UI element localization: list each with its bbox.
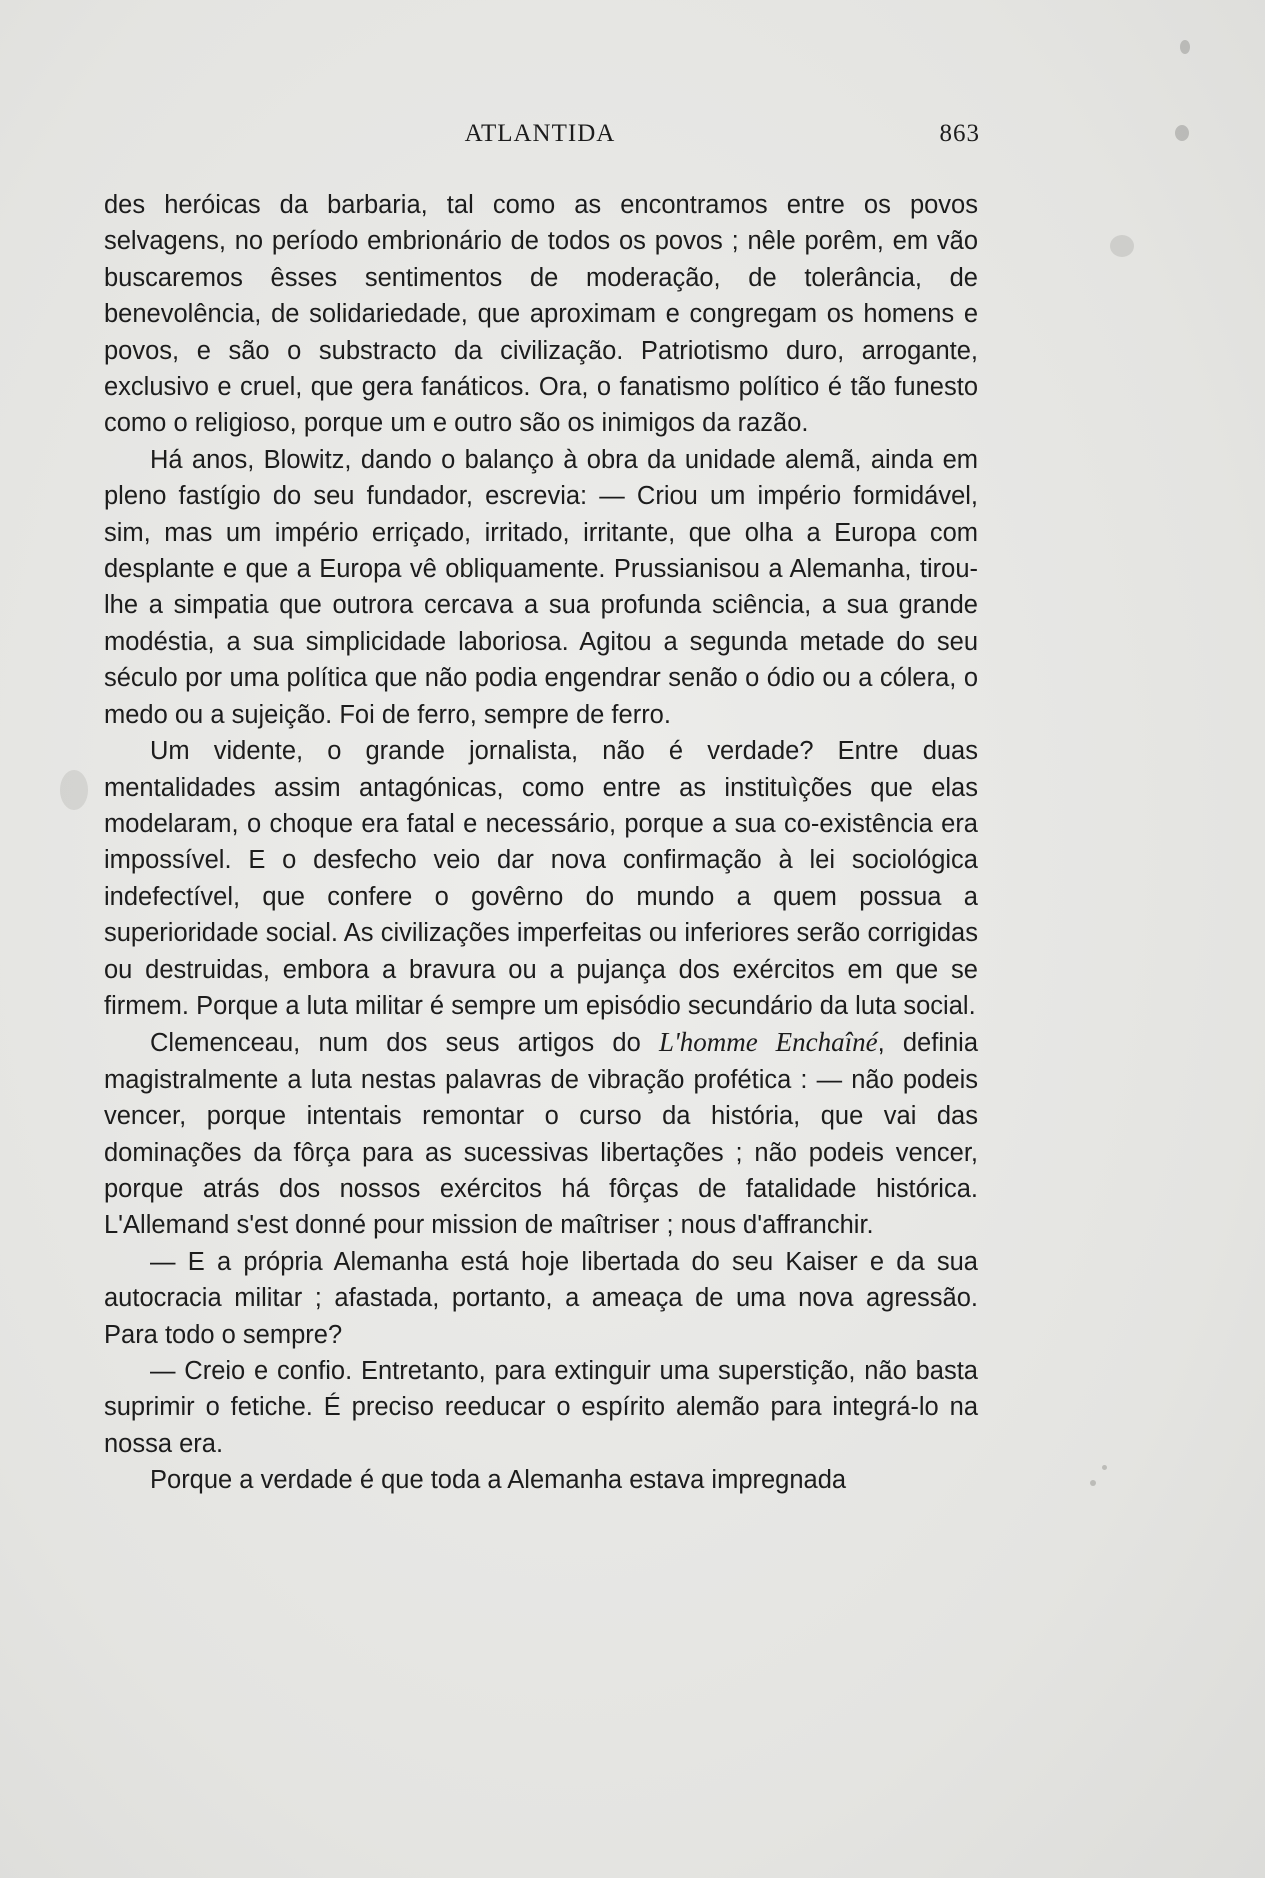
paragraph: Há anos, Blowitz, dando o balanço à obra da unidade alemã, ainda em pleno fastígio do seu fundador, escrevia: — Criou um império formidável, sim, mas um império erriçado, irritado, irritante, que olha a Europa com desplante e que a Europa vê obliquamente. Prussianisou a Alemanha, tirou-lhe a simpatia que outrora cercava a sua profunda sciência, a sua grande modéstia, a sua simplicidade laboriosa. Agitou a segunda metade do seu século por uma política que não podia engendrar senão o ódio ou a cólera, o medo ou a sujeição. Foi de ferro, sempre de ferro. xyxy=(104,445,978,729)
paper-speck xyxy=(1175,125,1189,141)
page-number: 863 xyxy=(939,120,980,147)
running-header xyxy=(100,120,980,156)
paragraph: — E a própria Alemanha está hoje libertada do seu Kaiser e da sua autocracia militar ; afastada, portanto, a ameaça de uma nova agressão. Para todo o sempre? xyxy=(104,1247,978,1349)
paragraph-text: , definia magistralmente a luta nestas palavras de vibração profética : — não podeis vencer, porque intentais remontar o curso da história, que vai das dominações da fôrça para as sucessivas libertações ; não podeis vencer, porque atrás dos nossos exércitos há fôrças de fatalidade histórica. L'Allemand s'est donné pour mission de maîtriser ; nous d'affranchir. xyxy=(104,1029,979,1240)
paragraph xyxy=(104,1024,978,1243)
paper-speck xyxy=(1180,40,1190,54)
paragraph: — Creio e confio. Entretanto, para extinguir uma superstição, não basta suprimir o fetiche. É preciso reeducar o espírito alemão para integrá-lo na nossa era. xyxy=(104,1357,978,1458)
paper-speck xyxy=(1090,1480,1096,1486)
paragraph: Um vidente, o grande jornalista, não é verdade? Entre duas mentalidades assim antagónicas, como entre as instituìções que elas modelaram, o choque era fatal e necessário, porque a sua co-existência era impossível. E o desfecho veio dar nova confirmação à lei sociológica indefectível, que confere o govêrno do mundo a quem possua a superioridade social. As civilizações imperfeitas ou inferiores serão corrigidas ou destruidas, embora a bravura ou a pujança dos exércitos em que se firmem. Porque a luta militar é sempre um episódio secundário da luta social. xyxy=(104,737,978,1020)
running-title: ATLANTIDA xyxy=(464,120,616,147)
italic-title: L'homme Enchaîné xyxy=(658,1027,878,1058)
paper-speck xyxy=(60,770,88,810)
paper-speck xyxy=(1102,1465,1107,1470)
paper-speck xyxy=(1110,235,1134,257)
paragraph-text: Clemenceau, num dos seus artigos do xyxy=(150,1029,659,1058)
paragraph: Porque a verdade é que toda a Alemanha estava impregnada xyxy=(150,1466,847,1495)
paragraph: des heróicas da barbaria, tal como as encontramos entre os povos selvagens, no período embrionário de todos os povos ; nêle porêm, em vão buscaremos êsses sentimentos de moderação, de tolerância, de benevolência, de solidariedade, que aproximam e congregam os homens e povos, e são o substracto da civilização. Patriotismo duro, arrogante, exclusivo e cruel, que gera fanáticos. Ora, o fanatismo político é tão funesto como o religioso, porque um e outro são os inimigos da razão. xyxy=(104,191,978,438)
body-text xyxy=(104,187,978,1499)
